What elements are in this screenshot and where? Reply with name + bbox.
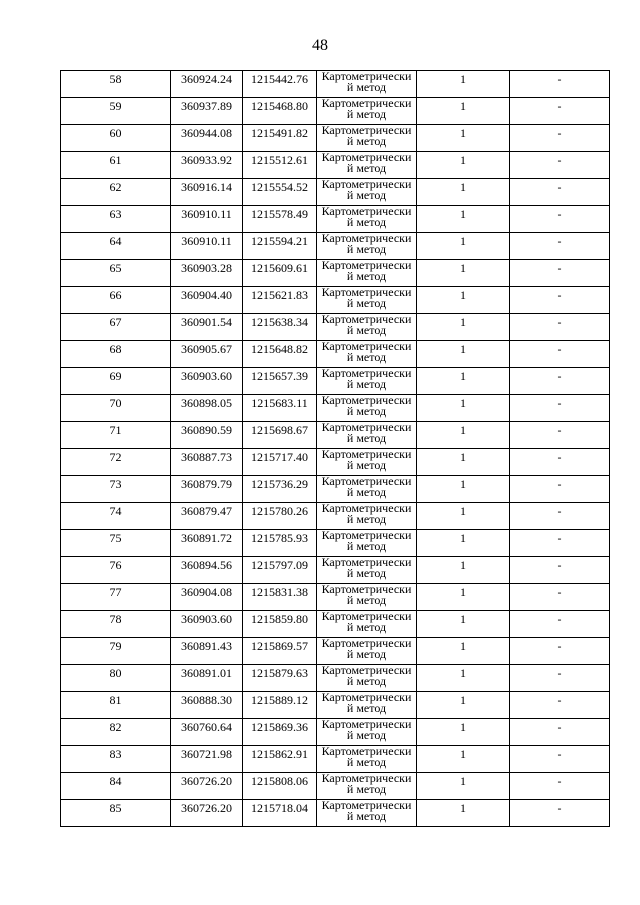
method-cell <box>317 665 417 692</box>
x-coordinate-cell: 360903.60 <box>171 611 243 638</box>
method-line-1: Картометрически <box>321 421 412 434</box>
table-row <box>61 719 610 746</box>
method-cell <box>317 611 417 638</box>
y-coordinate-cell: 1215879.63 <box>243 665 317 692</box>
note-cell: - <box>510 233 610 260</box>
table-row <box>61 773 610 800</box>
point-number-cell: 77 <box>61 584 171 611</box>
note-cell: - <box>510 179 610 206</box>
y-coordinate-cell: 1215578.49 <box>243 206 317 233</box>
method-line-1: Картометрически <box>321 529 412 542</box>
table-row <box>61 206 610 233</box>
note-cell: - <box>510 125 610 152</box>
point-number-cell: 66 <box>61 287 171 314</box>
y-coordinate-cell: 1215869.57 <box>243 638 317 665</box>
method-line-2: й метод <box>346 350 387 364</box>
method-line-1: Картометрически <box>321 232 412 245</box>
y-coordinate-cell: 1215621.83 <box>243 287 317 314</box>
method-line-2: й метод <box>346 215 387 229</box>
method-cell <box>317 692 417 719</box>
method-cell <box>317 773 417 800</box>
method-line-2: й метод <box>346 404 387 418</box>
table-row <box>61 314 610 341</box>
y-coordinate-cell: 1215717.40 <box>243 449 317 476</box>
x-coordinate-cell: 360890.59 <box>171 422 243 449</box>
method-cell <box>317 557 417 584</box>
method-line-1: Картометрически <box>321 799 412 812</box>
accuracy-cell: 1 <box>417 125 510 152</box>
x-coordinate-cell: 360933.92 <box>171 152 243 179</box>
y-coordinate-cell: 1215718.04 <box>243 800 317 827</box>
method-line-1: Картометрически <box>321 151 412 164</box>
y-coordinate-cell: 1215512.61 <box>243 152 317 179</box>
note-cell: - <box>510 746 610 773</box>
method-line-2: й метод <box>346 485 387 499</box>
x-coordinate-cell: 360888.30 <box>171 692 243 719</box>
point-number-cell: 64 <box>61 233 171 260</box>
method-line-2: й метод <box>346 539 387 553</box>
method-line-2: й метод <box>346 80 387 94</box>
x-coordinate-cell: 360903.28 <box>171 260 243 287</box>
method-line-1: Картометрически <box>321 610 412 623</box>
table-row <box>61 422 610 449</box>
point-number-cell: 63 <box>61 206 171 233</box>
y-coordinate-cell: 1215554.52 <box>243 179 317 206</box>
y-coordinate-cell: 1215785.93 <box>243 530 317 557</box>
note-cell: - <box>510 638 610 665</box>
method-line-2: й метод <box>346 755 387 769</box>
method-line-2: й метод <box>346 431 387 445</box>
accuracy-cell: 1 <box>417 557 510 584</box>
table-row <box>61 125 610 152</box>
note-cell: - <box>510 341 610 368</box>
method-line-2: й метод <box>346 782 387 796</box>
accuracy-cell: 1 <box>417 368 510 395</box>
x-coordinate-cell: 360891.72 <box>171 530 243 557</box>
table-row <box>61 503 610 530</box>
y-coordinate-cell: 1215594.21 <box>243 233 317 260</box>
point-number-cell: 82 <box>61 719 171 746</box>
x-coordinate-cell: 360905.67 <box>171 341 243 368</box>
point-number-cell: 73 <box>61 476 171 503</box>
table-row <box>61 260 610 287</box>
method-line-1: Картометрически <box>321 664 412 677</box>
accuracy-cell: 1 <box>417 341 510 368</box>
note-cell: - <box>510 152 610 179</box>
y-coordinate-cell: 1215780.26 <box>243 503 317 530</box>
table-row <box>61 692 610 719</box>
table-row <box>61 530 610 557</box>
method-cell <box>317 71 417 98</box>
method-cell <box>317 368 417 395</box>
accuracy-cell: 1 <box>417 422 510 449</box>
method-line-1: Картометрически <box>321 205 412 218</box>
x-coordinate-cell: 360721.98 <box>171 746 243 773</box>
accuracy-cell: 1 <box>417 773 510 800</box>
method-cell <box>317 584 417 611</box>
method-line-1: Картометрически <box>321 70 412 83</box>
accuracy-cell: 1 <box>417 638 510 665</box>
accuracy-cell: 1 <box>417 98 510 125</box>
accuracy-cell: 1 <box>417 314 510 341</box>
x-coordinate-cell: 360898.05 <box>171 395 243 422</box>
table-row <box>61 341 610 368</box>
accuracy-cell: 1 <box>417 476 510 503</box>
page-number: 48 <box>312 37 328 54</box>
accuracy-cell: 1 <box>417 530 510 557</box>
point-number-cell: 62 <box>61 179 171 206</box>
note-cell: - <box>510 665 610 692</box>
method-cell <box>317 395 417 422</box>
accuracy-cell: 1 <box>417 152 510 179</box>
accuracy-cell: 1 <box>417 611 510 638</box>
table-row <box>61 71 610 98</box>
table-row <box>61 665 610 692</box>
point-number-cell: 75 <box>61 530 171 557</box>
method-cell <box>317 125 417 152</box>
method-cell <box>317 314 417 341</box>
accuracy-cell: 1 <box>417 449 510 476</box>
method-cell <box>317 260 417 287</box>
method-line-2: й метод <box>346 701 387 715</box>
accuracy-cell: 1 <box>417 746 510 773</box>
accuracy-cell: 1 <box>417 233 510 260</box>
point-number-cell: 70 <box>61 395 171 422</box>
method-line-1: Картометрически <box>321 340 412 353</box>
method-cell <box>317 422 417 449</box>
table-row <box>61 287 610 314</box>
method-line-2: й метод <box>346 188 387 202</box>
method-cell <box>317 638 417 665</box>
method-line-1: Картометрически <box>321 313 412 326</box>
table-row <box>61 152 610 179</box>
method-line-1: Картометрически <box>321 502 412 515</box>
note-cell: - <box>510 98 610 125</box>
method-cell <box>317 98 417 125</box>
accuracy-cell: 1 <box>417 665 510 692</box>
method-line-2: й метод <box>346 242 387 256</box>
method-cell <box>317 233 417 260</box>
x-coordinate-cell: 360916.14 <box>171 179 243 206</box>
method-line-1: Картометрически <box>321 448 412 461</box>
note-cell: - <box>510 611 610 638</box>
method-cell <box>317 179 417 206</box>
accuracy-cell: 1 <box>417 260 510 287</box>
note-cell: - <box>510 368 610 395</box>
note-cell: - <box>510 314 610 341</box>
y-coordinate-cell: 1215869.36 <box>243 719 317 746</box>
method-cell <box>317 530 417 557</box>
point-number-cell: 68 <box>61 341 171 368</box>
table-row <box>61 800 610 827</box>
table-row <box>61 98 610 125</box>
y-coordinate-cell: 1215831.38 <box>243 584 317 611</box>
method-line-1: Картометрически <box>321 772 412 785</box>
point-number-cell: 79 <box>61 638 171 665</box>
point-number-cell: 76 <box>61 557 171 584</box>
x-coordinate-cell: 360910.11 <box>171 233 243 260</box>
coordinates-table-body <box>61 71 610 827</box>
method-line-1: Картометрически <box>321 691 412 704</box>
note-cell: - <box>510 395 610 422</box>
method-cell <box>317 800 417 827</box>
method-line-2: й метод <box>346 323 387 337</box>
point-number-cell: 60 <box>61 125 171 152</box>
accuracy-cell: 1 <box>417 692 510 719</box>
x-coordinate-cell: 360726.20 <box>171 800 243 827</box>
point-number-cell: 83 <box>61 746 171 773</box>
method-cell <box>317 503 417 530</box>
method-line-1: Картометрически <box>321 178 412 191</box>
note-cell: - <box>510 287 610 314</box>
method-line-1: Картометрически <box>321 259 412 272</box>
accuracy-cell: 1 <box>417 179 510 206</box>
y-coordinate-cell: 1215648.82 <box>243 341 317 368</box>
note-cell: - <box>510 584 610 611</box>
method-line-1: Картометрически <box>321 718 412 731</box>
x-coordinate-cell: 360903.60 <box>171 368 243 395</box>
method-line-1: Картометрически <box>321 394 412 407</box>
x-coordinate-cell: 360910.11 <box>171 206 243 233</box>
accuracy-cell: 1 <box>417 287 510 314</box>
point-number-cell: 74 <box>61 503 171 530</box>
method-cell <box>317 719 417 746</box>
x-coordinate-cell: 360904.40 <box>171 287 243 314</box>
x-coordinate-cell: 360879.79 <box>171 476 243 503</box>
y-coordinate-cell: 1215808.06 <box>243 773 317 800</box>
note-cell: - <box>510 476 610 503</box>
method-line-2: й метод <box>346 512 387 526</box>
accuracy-cell: 1 <box>417 71 510 98</box>
x-coordinate-cell: 360944.08 <box>171 125 243 152</box>
y-coordinate-cell: 1215657.39 <box>243 368 317 395</box>
x-coordinate-cell: 360924.24 <box>171 71 243 98</box>
point-number-cell: 84 <box>61 773 171 800</box>
y-coordinate-cell: 1215797.09 <box>243 557 317 584</box>
y-coordinate-cell: 1215609.61 <box>243 260 317 287</box>
x-coordinate-cell: 360726.20 <box>171 773 243 800</box>
accuracy-cell: 1 <box>417 584 510 611</box>
x-coordinate-cell: 360937.89 <box>171 98 243 125</box>
method-line-2: й метод <box>346 620 387 634</box>
x-coordinate-cell: 360901.54 <box>171 314 243 341</box>
note-cell: - <box>510 71 610 98</box>
method-line-1: Картометрически <box>321 124 412 137</box>
x-coordinate-cell: 360891.01 <box>171 665 243 692</box>
method-line-1: Картометрически <box>321 637 412 650</box>
x-coordinate-cell: 360879.47 <box>171 503 243 530</box>
note-cell: - <box>510 557 610 584</box>
note-cell: - <box>510 800 610 827</box>
y-coordinate-cell: 1215698.67 <box>243 422 317 449</box>
method-line-2: й метод <box>346 728 387 742</box>
note-cell: - <box>510 530 610 557</box>
accuracy-cell: 1 <box>417 719 510 746</box>
x-coordinate-cell: 360887.73 <box>171 449 243 476</box>
method-line-1: Картометрически <box>321 583 412 596</box>
method-cell <box>317 206 417 233</box>
method-line-2: й метод <box>346 593 387 607</box>
y-coordinate-cell: 1215491.82 <box>243 125 317 152</box>
y-coordinate-cell: 1215862.91 <box>243 746 317 773</box>
point-number-cell: 81 <box>61 692 171 719</box>
method-line-2: й метод <box>346 647 387 661</box>
x-coordinate-cell: 360894.56 <box>171 557 243 584</box>
y-coordinate-cell: 1215859.80 <box>243 611 317 638</box>
table-row <box>61 611 610 638</box>
method-line-1: Картометрически <box>321 367 412 380</box>
table-row <box>61 179 610 206</box>
coordinates-table <box>60 70 610 827</box>
point-number-cell: 59 <box>61 98 171 125</box>
method-cell <box>317 746 417 773</box>
point-number-cell: 72 <box>61 449 171 476</box>
method-cell <box>317 449 417 476</box>
method-line-2: й метод <box>346 458 387 472</box>
note-cell: - <box>510 773 610 800</box>
table-row <box>61 233 610 260</box>
note-cell: - <box>510 692 610 719</box>
accuracy-cell: 1 <box>417 206 510 233</box>
y-coordinate-cell: 1215468.80 <box>243 98 317 125</box>
point-number-cell: 65 <box>61 260 171 287</box>
method-line-2: й метод <box>346 269 387 283</box>
y-coordinate-cell: 1215889.12 <box>243 692 317 719</box>
method-cell <box>317 476 417 503</box>
table-row <box>61 557 610 584</box>
point-number-cell: 85 <box>61 800 171 827</box>
table-row <box>61 638 610 665</box>
accuracy-cell: 1 <box>417 395 510 422</box>
point-number-cell: 61 <box>61 152 171 179</box>
note-cell: - <box>510 422 610 449</box>
method-cell <box>317 287 417 314</box>
method-line-2: й метод <box>346 377 387 391</box>
method-line-2: й метод <box>346 566 387 580</box>
note-cell: - <box>510 503 610 530</box>
method-line-1: Картометрически <box>321 286 412 299</box>
method-cell <box>317 341 417 368</box>
note-cell: - <box>510 260 610 287</box>
x-coordinate-cell: 360760.64 <box>171 719 243 746</box>
y-coordinate-cell: 1215683.11 <box>243 395 317 422</box>
note-cell: - <box>510 206 610 233</box>
method-line-2: й метод <box>346 161 387 175</box>
point-number-cell: 58 <box>61 71 171 98</box>
point-number-cell: 69 <box>61 368 171 395</box>
method-line-2: й метод <box>346 809 387 823</box>
method-line-1: Картометрически <box>321 97 412 110</box>
table-row <box>61 395 610 422</box>
method-line-1: Картометрически <box>321 475 412 488</box>
note-cell: - <box>510 449 610 476</box>
table-row <box>61 746 610 773</box>
table-row <box>61 584 610 611</box>
y-coordinate-cell: 1215442.76 <box>243 71 317 98</box>
table-row <box>61 476 610 503</box>
table-row <box>61 449 610 476</box>
point-number-cell: 80 <box>61 665 171 692</box>
point-number-cell: 71 <box>61 422 171 449</box>
accuracy-cell: 1 <box>417 503 510 530</box>
x-coordinate-cell: 360904.08 <box>171 584 243 611</box>
y-coordinate-cell: 1215638.34 <box>243 314 317 341</box>
method-line-1: Картометрически <box>321 556 412 569</box>
method-line-2: й метод <box>346 296 387 310</box>
note-cell: - <box>510 719 610 746</box>
accuracy-cell: 1 <box>417 800 510 827</box>
y-coordinate-cell: 1215736.29 <box>243 476 317 503</box>
method-line-2: й метод <box>346 107 387 121</box>
method-line-2: й метод <box>346 674 387 688</box>
method-line-2: й метод <box>346 134 387 148</box>
method-cell <box>317 152 417 179</box>
table-row <box>61 368 610 395</box>
method-line-1: Картометрически <box>321 745 412 758</box>
point-number-cell: 78 <box>61 611 171 638</box>
point-number-cell: 67 <box>61 314 171 341</box>
x-coordinate-cell: 360891.43 <box>171 638 243 665</box>
